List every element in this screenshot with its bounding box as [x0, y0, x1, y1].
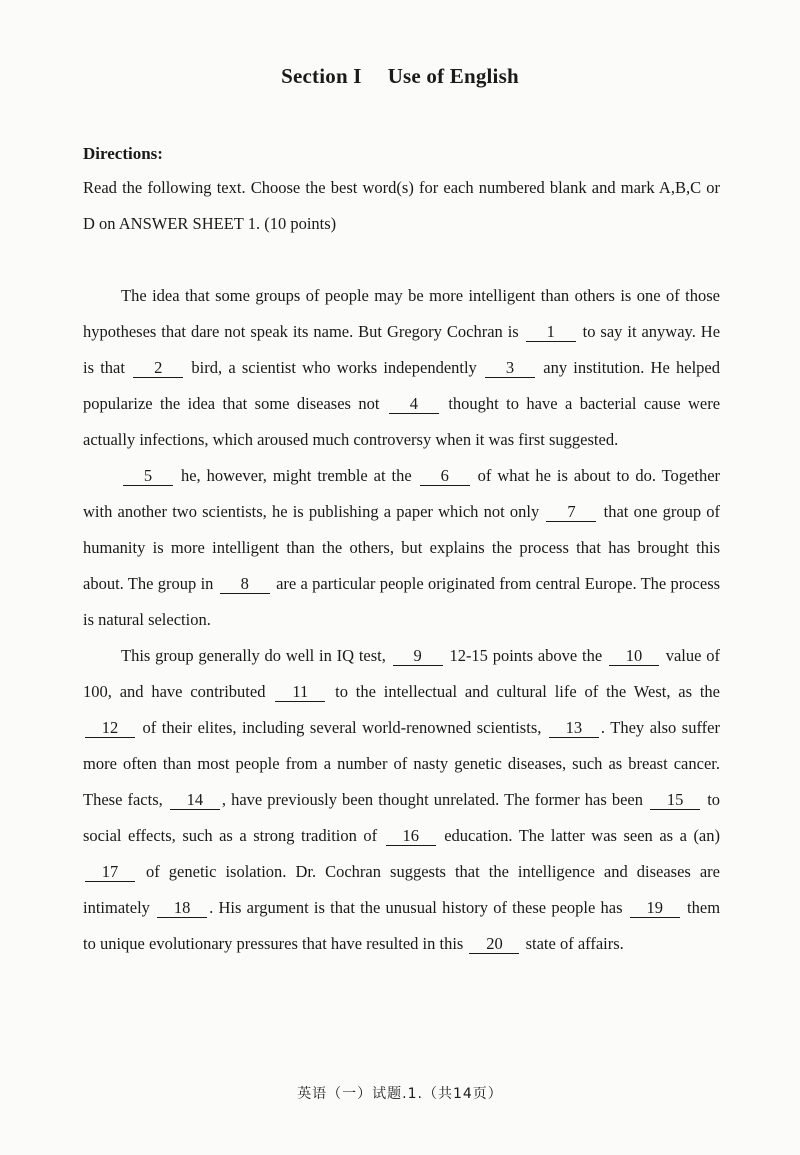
blank-7: 7: [546, 503, 596, 522]
blank-9: 9: [393, 647, 443, 666]
blank-20: 20: [469, 935, 519, 954]
blank-2: 2: [133, 359, 183, 378]
passage: [83, 278, 720, 962]
blank-17: 17: [85, 863, 135, 882]
blank-19: 19: [630, 899, 680, 918]
blank-15: 15: [650, 791, 700, 810]
blank-3: 3: [485, 359, 535, 378]
blank-11: 11: [275, 683, 325, 702]
blank-6: 6: [420, 467, 470, 486]
page-footer: 英语（一）试题.1.（共14页）: [297, 1086, 503, 1102]
passage-paragraph-1: The idea that some groups of people may be more intelligent than others is one of those hypotheses that dare not speak its name. But Gregory Cochran is 1 to say it anyway. He is that 2 bird, a scientist who works independently 3 any institution. He helped popularize the idea that some diseases not 4 thought to have a bacterial cause were actually infections, which aroused much controversy when it was first suggested.: [83, 286, 721, 449]
passage-paragraph-3: This group generally do well in IQ test, 9 12-15 points above the 10 value of 100, and have contributed 11 to the intellectual and cultural life of the West, as the 12 of their elites, including several world-renowned scientists, 13 . They also suffer more often than most people from a number of nasty genetic diseases, such as breast cancer. These facts, 14 , have previously been thought unrelated. The former has been 15 to social effects, such as a strong tradition of 16 education. The latter was seen as a (an) 17 of genetic isolation. Dr. Cochran suggests that the intelligence and diseases are intimately 18 . His argument is that the unusual history of these people has 19 them to unique evolutionary pressures that have resulted in this 20 state of affairs.: [83, 646, 721, 953]
blank-8: 8: [220, 575, 270, 594]
blank-12: 12: [85, 719, 135, 738]
blank-4: 4: [389, 395, 439, 414]
section-name: Use of English: [387, 64, 519, 88]
blank-16: 16: [386, 827, 436, 846]
blank-14: 14: [170, 791, 220, 810]
blank-18: 18: [157, 899, 207, 918]
directions-paragraph: Read the following text. Choose the best word(s) for each numbered blank and mark A,B,C or D on ANSWER SHEET 1. (10 points): [83, 178, 720, 233]
blank-1: 1: [526, 323, 576, 342]
section-title: [0, 64, 800, 89]
directions-text: [83, 170, 720, 242]
blank-10: 10: [609, 647, 659, 666]
directions-heading: Directions:: [83, 144, 163, 163]
passage-paragraph-2: 5 he, however, might tremble at the 6 of what he is about to do. Together with another two scientists, he is publishing a paper which not only 7 that one group of humanity is more intelligent than the others, but explains the process that has brought this about. The group in 8 are a particular people originated from central Europe. The process is natural selection.: [83, 466, 721, 629]
section-number: Section I: [281, 64, 362, 88]
blank-13: 13: [549, 719, 599, 738]
blank-5: 5: [123, 467, 173, 486]
